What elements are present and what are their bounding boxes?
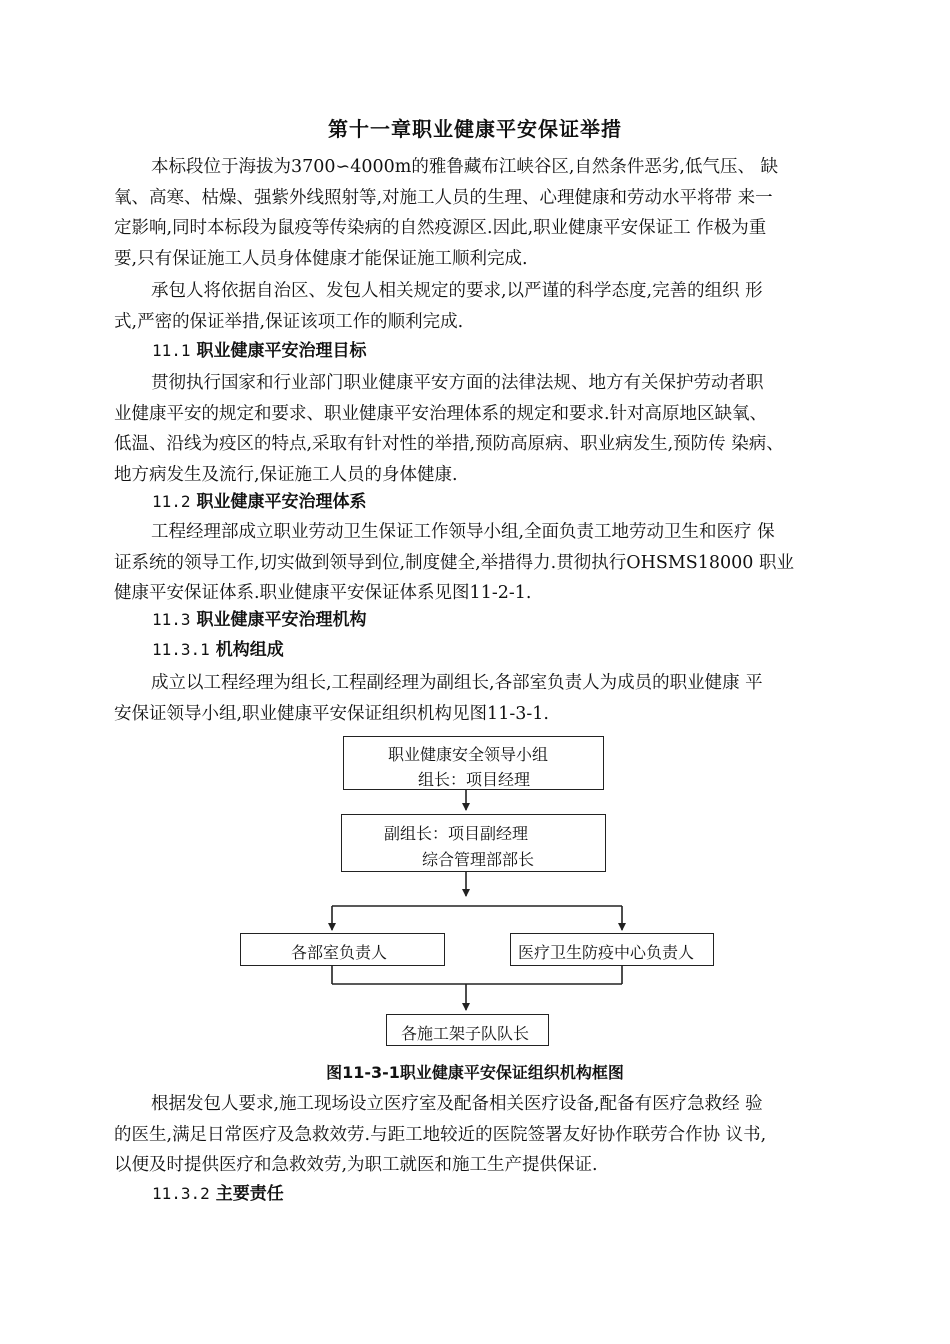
org-box-text: 综合管理部部长: [422, 850, 535, 869]
section-title: 职业健康平安治理目标: [196, 341, 367, 361]
text-line: 贯彻执行国家和行业部门职业健康平安方面的法律法规、地方有关保护劳动者职: [151, 373, 764, 393]
section-number: 11.3.2: [152, 1184, 210, 1203]
page-title: 第十一章职业健康平安保证举措: [328, 117, 622, 141]
section-number: 11.2: [152, 492, 191, 511]
org-box-deputy: [341, 814, 606, 872]
org-box-text: 医疗卫生防疫中心负责人: [518, 943, 695, 962]
org-box-medical-center: [510, 933, 714, 966]
section-title: 主要责任: [215, 1184, 284, 1204]
section-heading-11-3-2: [152, 1182, 284, 1206]
org-box-text: 各部室负责人: [291, 943, 388, 962]
figure-caption: 图11-3-1职业健康平安保证组织机构框图: [326, 1063, 624, 1082]
text-line: 业健康平安的规定和要求、职业健康平安治理体系的规定和要求.针对高原地区缺氧、: [114, 403, 768, 424]
text-line: 低温、沿线为疫区的特点,采取有针对性的举措,预防高原病、职业病发生,预防传 染病、: [114, 434, 784, 454]
org-box-text: 职业健康安全领导小组: [388, 745, 549, 764]
text-line: 成立以工程经理为组长,工程副经理为副组长,各部室负责人为成员的职业健康 平: [151, 673, 763, 693]
text-line: 工程经理部成立职业劳动卫生保证工作领导小组,全面负责工地劳动卫生和医疗 保: [151, 522, 775, 542]
section-number: 11.3: [152, 610, 191, 629]
text-line: 安保证领导小组,职业健康平安保证组织机构见图11-3-1.: [114, 703, 549, 724]
text-line: 式,严密的保证举措,保证该项工作的顺利完成.: [114, 311, 464, 332]
text-line: 证系统的领导工作,切实做到领导到位,制度健全,举措得力.贯彻执行OHSMS18000 职业: [114, 552, 794, 573]
text-line: 定影响,同时本标段为鼠疫等传染病的自然疫源区.因此,职业健康平安保证工 作极为重: [114, 218, 767, 238]
text-line: 承包人将依据自治区、发包人相关规定的要求,以严谨的科学态度,完善的组织 形: [151, 281, 763, 301]
org-box-text: 各施工架子队队长: [401, 1024, 530, 1043]
org-box-construction-teams: [386, 1014, 549, 1046]
org-box-department-heads: [240, 933, 445, 966]
text-line: 要,只有保证施工人员身体健康才能保证施工顺利完成.: [114, 248, 528, 269]
text-line: 健康平安保证体系.职业健康平安保证体系见图11-2-1.: [114, 583, 532, 603]
text-line: 本标段位于海拔为3700∽4000m的雅鲁藏布江峡谷区,自然条件恶劣,低气压、 缺: [151, 157, 779, 177]
text-line: 地方病发生及流行,保证施工人员的身体健康.: [114, 464, 458, 485]
org-box-text: 副组长：项目副经理: [384, 824, 529, 843]
text-line: 氧、高寒、枯燥、强紫外线照射等,对施工人员的生理、心理健康和劳动水平将带 来一: [114, 187, 773, 208]
text-line: 根据发包人要求,施工现场设立医疗室及配备相关医疗设备,配备有医疗急救经 验: [151, 1094, 763, 1114]
section-title: 职业健康平安治理体系: [196, 492, 367, 512]
org-box-text: 组长：项目经理: [418, 770, 531, 789]
medical-paragraph: [114, 1089, 842, 1181]
text-line: 以便及时提供医疗和急救效劳,为职工就医和施工生产提供保证.: [114, 1155, 598, 1175]
org-box-leader-group: [343, 736, 604, 790]
section-title: 机构组成: [215, 640, 284, 660]
section-number: 11.1: [152, 341, 191, 360]
section-number: 11.3.1: [152, 640, 210, 659]
text-line: 的医生,满足日常医疗及急救效劳.与距工地较近的医院签署友好协作联劳合作协 议书,: [114, 1124, 767, 1145]
section-title: 职业健康平安治理机构: [196, 610, 367, 630]
